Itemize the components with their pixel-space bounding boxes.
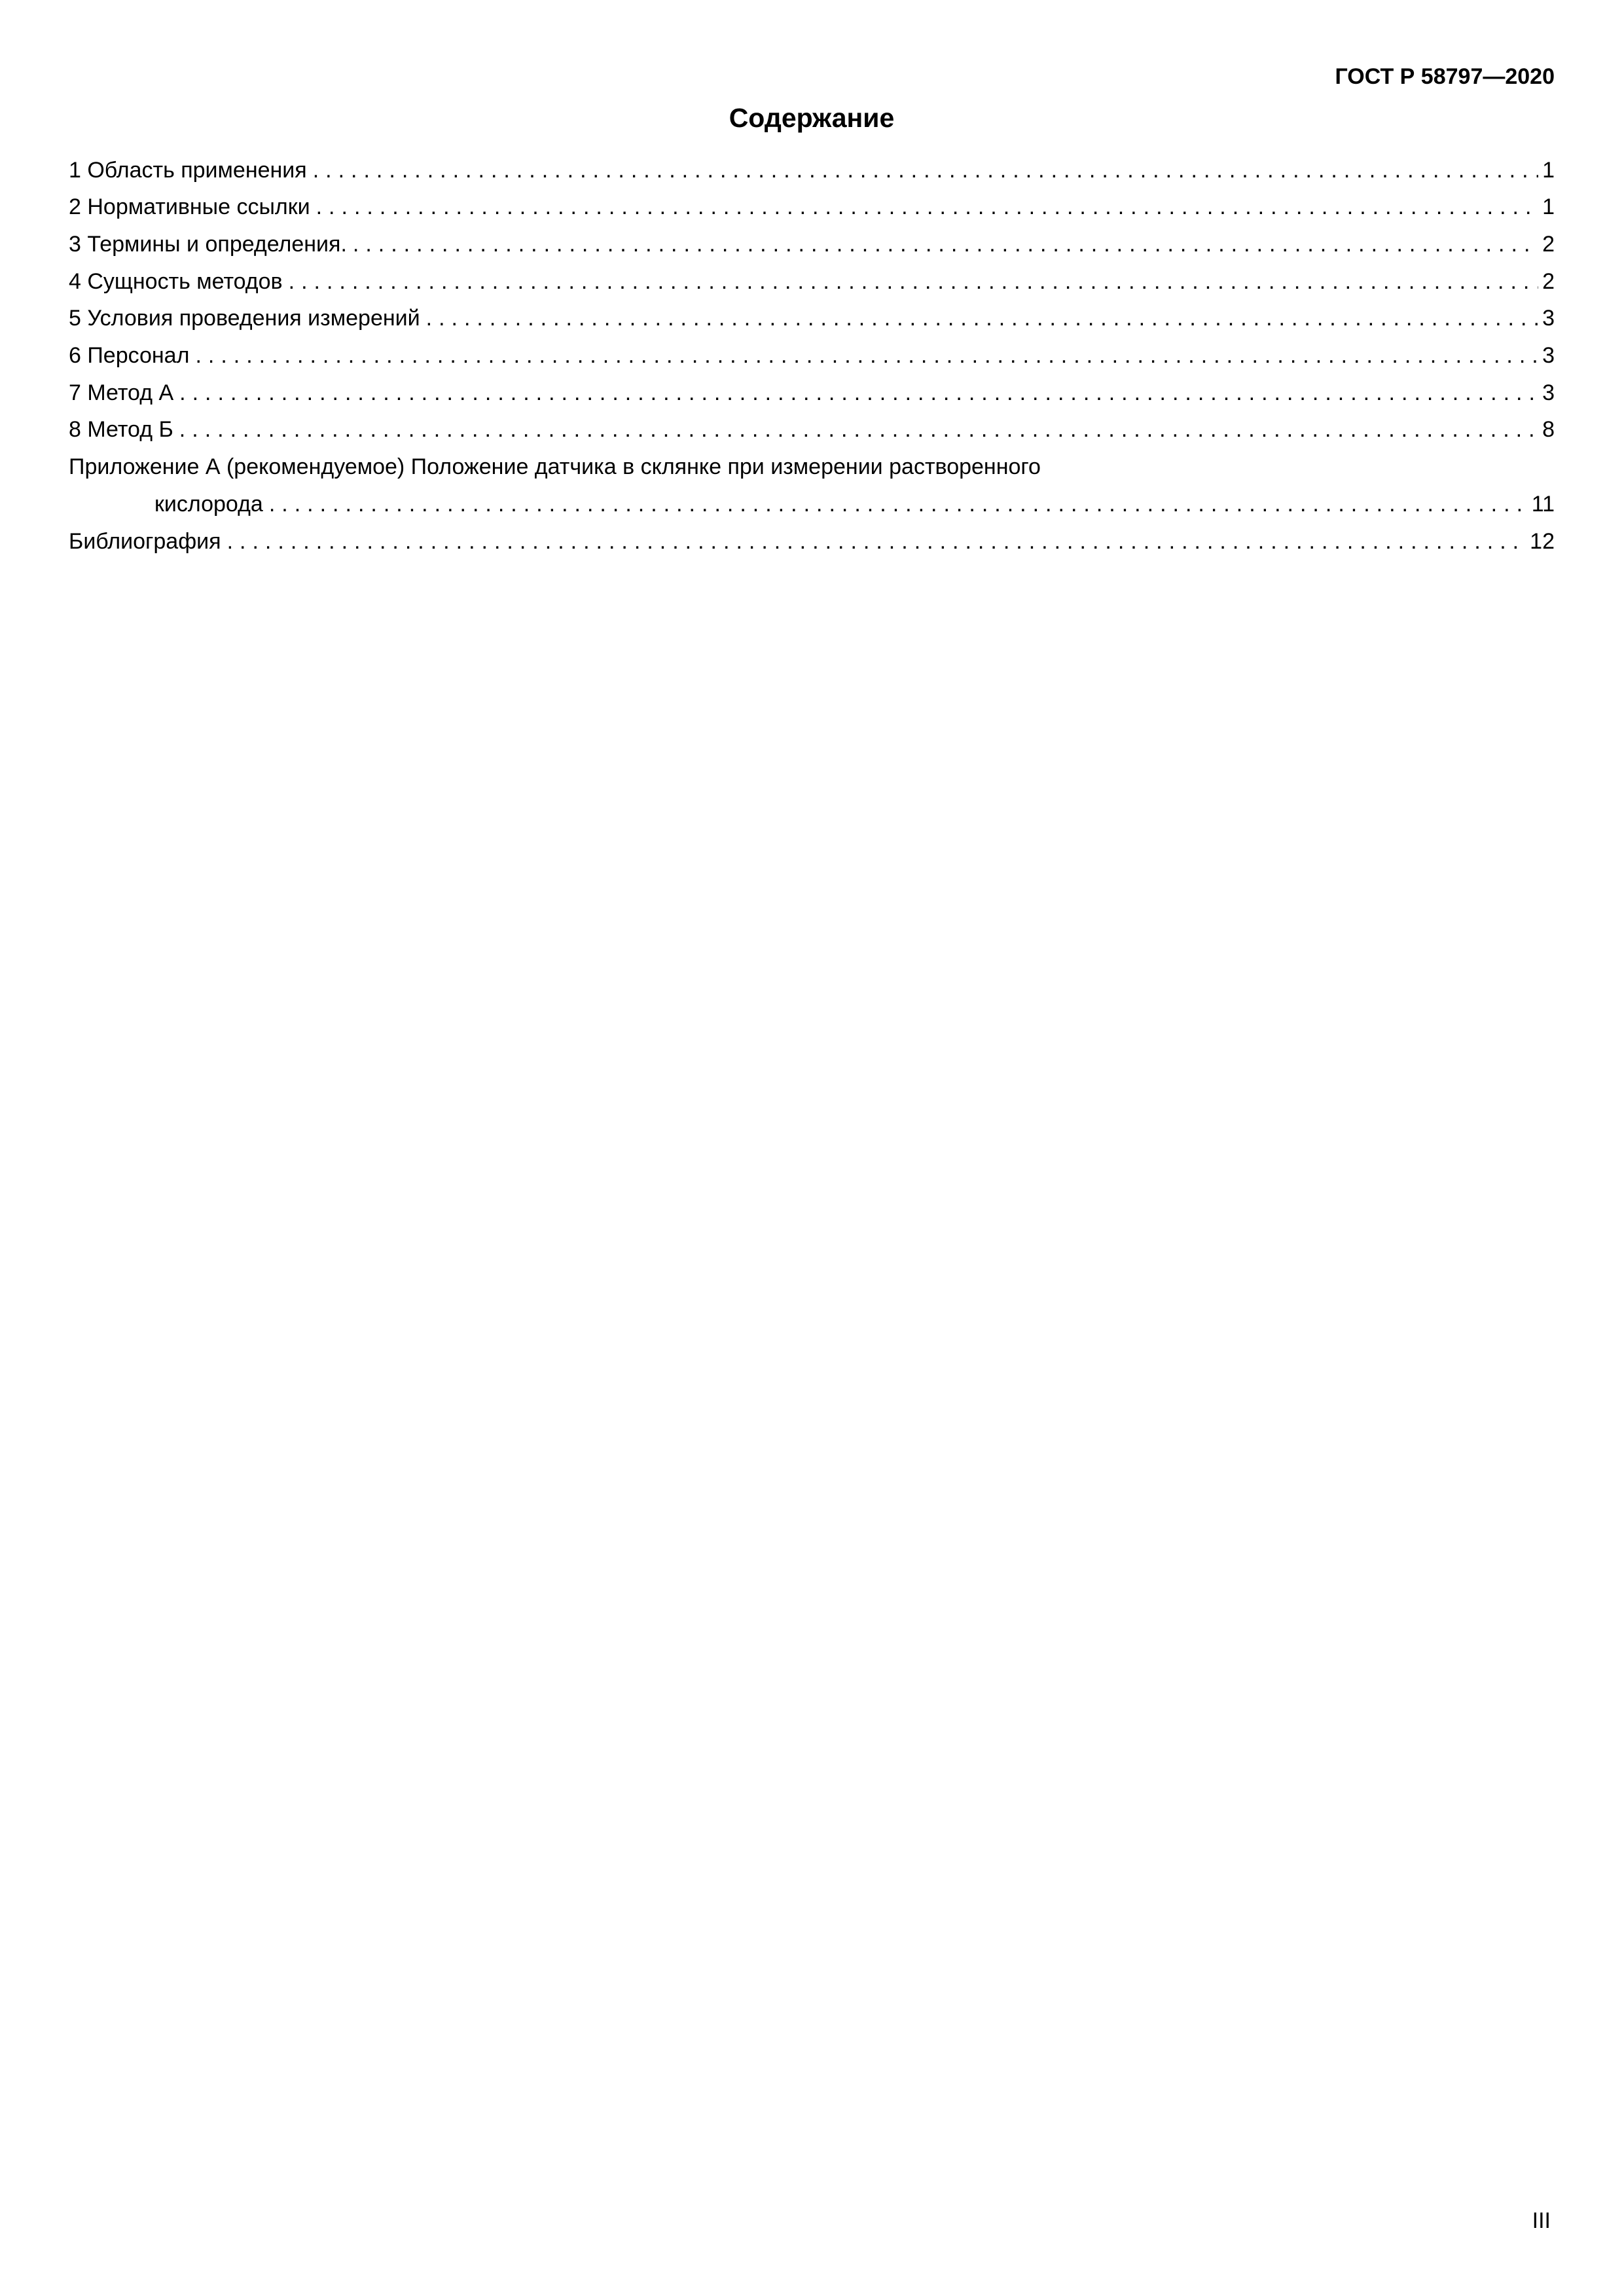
- toc-entry: [69, 523, 1555, 560]
- dot-leader: [179, 374, 1538, 412]
- dot-leader: [289, 263, 1538, 301]
- toc-title: Содержание: [729, 102, 895, 133]
- toc-entry: [69, 300, 1555, 337]
- toc-entry: [69, 152, 1555, 189]
- toc-entry-label: 8 Метод Б: [69, 417, 173, 443]
- toc-entry-label: 6 Персонал: [69, 343, 190, 369]
- toc-entry: [69, 189, 1555, 226]
- toc-entry-multiline: [69, 448, 1555, 522]
- toc-entry-page: 2: [1542, 231, 1555, 257]
- toc-entry-page: 3: [1542, 306, 1555, 331]
- dot-leader: [269, 486, 1528, 523]
- dot-leader: [426, 300, 1538, 337]
- dot-leader: [195, 337, 1538, 374]
- toc-entry: [69, 374, 1555, 412]
- toc-entry: [69, 337, 1555, 374]
- toc-entry-page: 3: [1542, 343, 1555, 369]
- toc-entry-label: 1 Область применения: [69, 157, 307, 183]
- toc-entry-label: 7 Метод А: [69, 380, 174, 405]
- toc-entry-page: 11: [1531, 491, 1555, 517]
- toc-entry-page: 1: [1542, 157, 1555, 183]
- dot-leader: [353, 226, 1538, 263]
- toc-entry: [69, 263, 1555, 301]
- toc-entry: [69, 411, 1555, 448]
- toc-entry-label: Приложение А (рекомендуемое) Положение датчика в склянке при измерении растворенного: [69, 454, 1041, 480]
- dot-leader: [313, 152, 1538, 189]
- toc-entry: [69, 226, 1555, 263]
- toc-entry-label: 3 Термины и определения.: [69, 231, 347, 257]
- dot-leader: [316, 189, 1538, 226]
- toc-entry-label: Библиография: [69, 528, 221, 554]
- toc-entry-label-continuation: кислорода: [154, 491, 263, 517]
- toc-entry-line-1: [69, 448, 1555, 486]
- toc-entry-page: 1: [1542, 194, 1555, 220]
- toc-entry-label: 5 Условия проведения измерений: [69, 306, 420, 331]
- table-of-contents: [69, 152, 1555, 560]
- dot-leader: [179, 411, 1538, 448]
- toc-entry-label: 2 Нормативные ссылки: [69, 194, 310, 220]
- doc-code: ГОСТ Р 58797—2020: [1335, 64, 1555, 89]
- toc-entry-page: 8: [1542, 417, 1555, 443]
- dot-leader: [227, 523, 1526, 560]
- toc-entry-line-2: [69, 486, 1555, 523]
- toc-entry-page: 2: [1542, 268, 1555, 294]
- toc-entry-page: 12: [1530, 528, 1555, 554]
- page-number: III: [1532, 2208, 1551, 2233]
- toc-entry-label: 4 Сущность методов: [69, 268, 283, 294]
- toc-entry-page: 3: [1542, 380, 1555, 405]
